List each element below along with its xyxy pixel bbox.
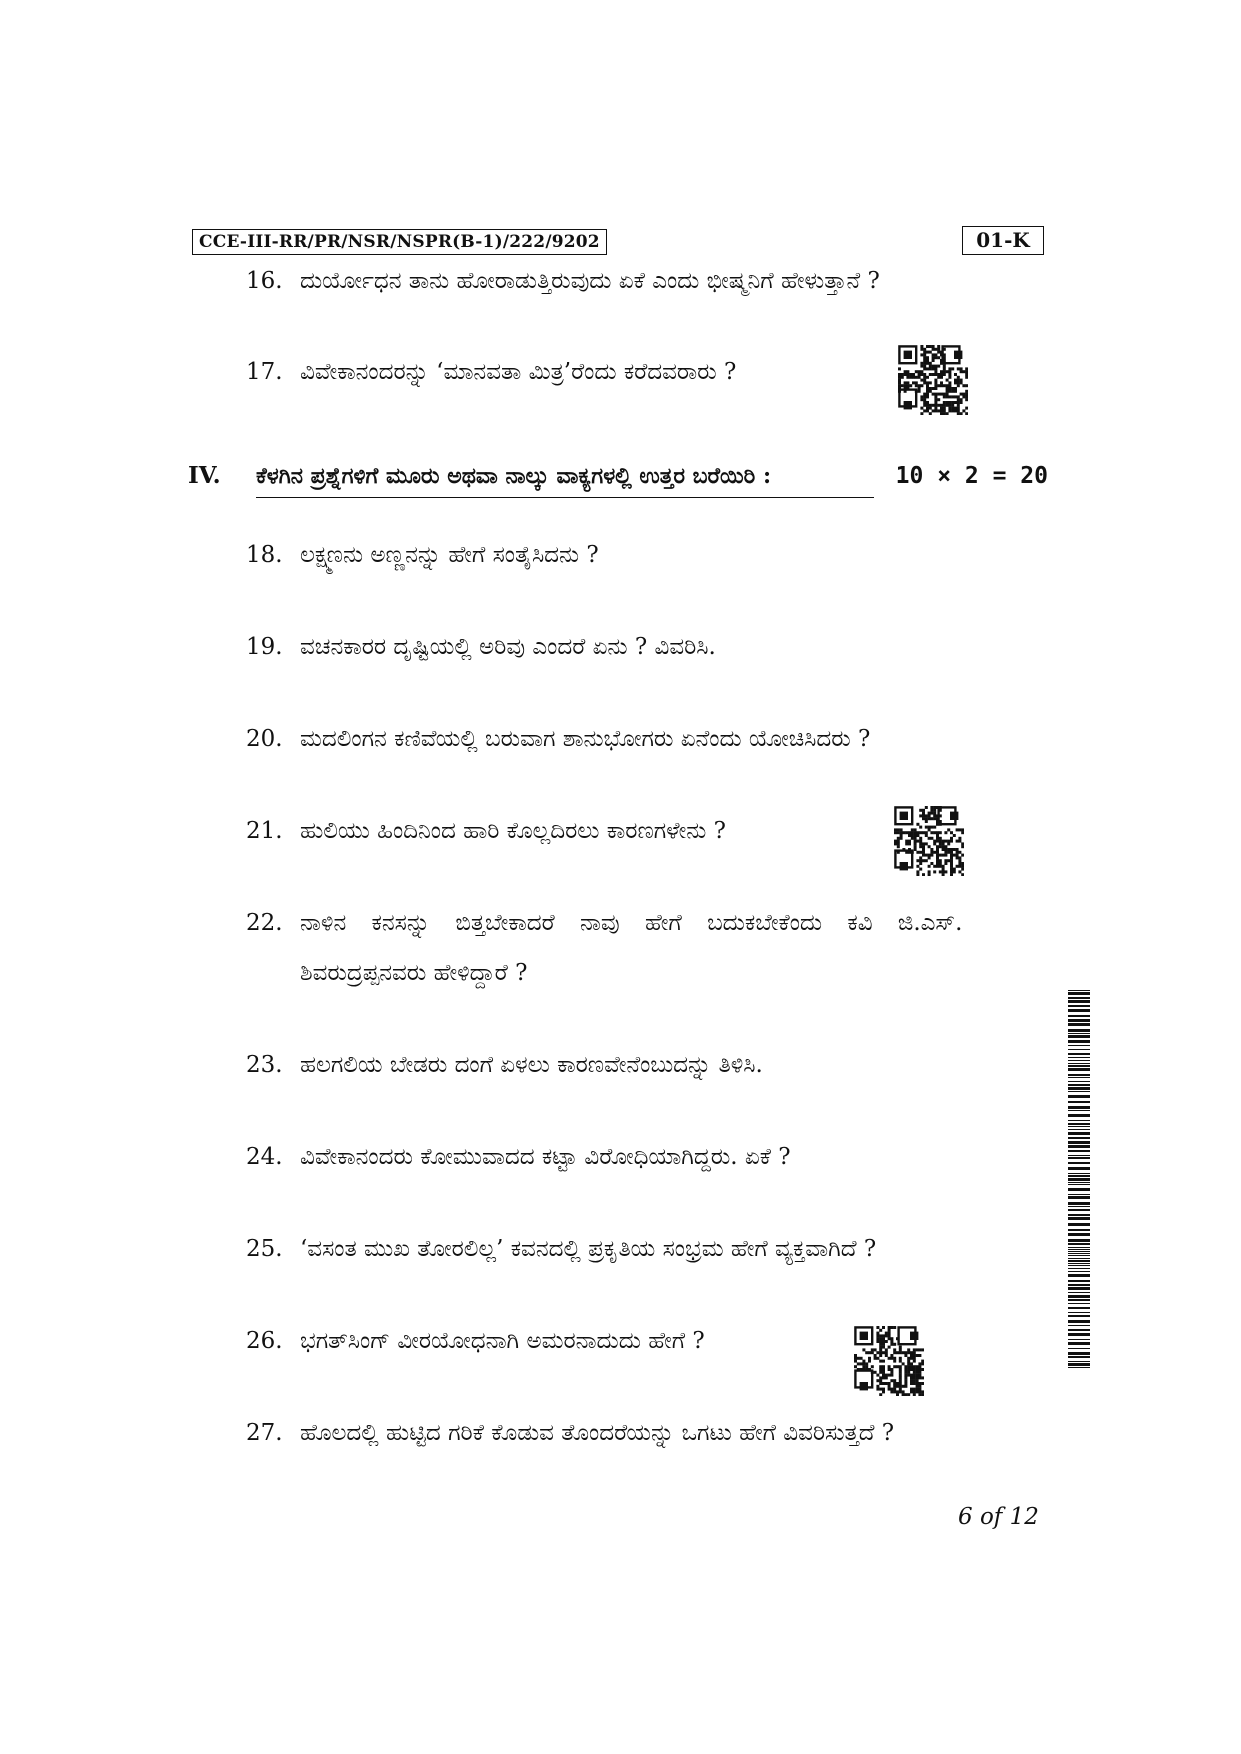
question-text: ಹಲಗಲಿಯ ಬೇಡರು ದಂಗೆ ಏಳಲು ಕಾರಣವೇನೆಂಬುದನ್ನು ತಿಳಿಸಿ.: [300, 1052, 763, 1078]
question-text-line2: ಶಿವರುದ್ರಪ್ಪನವರು ಹೇಳಿದ್ದಾರೆ ?: [300, 960, 528, 986]
question-number: 27.: [246, 1420, 283, 1446]
question-number: 20.: [246, 726, 283, 752]
question-text: ವಚನಕಾರರ ದೃಷ್ಟಿಯಲ್ಲಿ ಅರಿವು ಎಂದರೆ ಏನು ? ವಿವರಿಸಿ.: [300, 634, 716, 660]
section-marks: 10 × 2 = 20: [895, 463, 1048, 489]
question-number: 17.: [246, 359, 283, 385]
question-text: ಹೊಲದಲ್ಲಿ ಹುಟ್ಟಿದ ಗರಿಕೆ ಕೊಡುವ ತೊಂದರೆಯನ್ನು ಒಗಟು ಹೇಗೆ ವಿವರಿಸುತ್ತದೆ ?: [300, 1420, 895, 1446]
heading-underline: [256, 497, 874, 498]
qr-code: [854, 1326, 924, 1396]
question-text: ದುರ್ಯೋಧನ ತಾನು ಹೋರಾಡುತ್ತಿರುವುದು ಏಕೆ ಎಂದು ಭೀಷ್ಮನಿಗೆ ಹೇಳುತ್ತಾನೆ ?: [300, 268, 880, 294]
question-26: [246, 1324, 705, 1358]
question-27: [246, 1416, 894, 1450]
question-number: 18.: [246, 542, 283, 568]
question-22: [246, 906, 962, 940]
question-number: 23.: [246, 1052, 283, 1078]
question-text: ಲಕ್ಷ್ಮಣನು ಅಣ್ಣನನ್ನು ಹೇಗೆ ಸಂತೈಸಿದನು ?: [300, 542, 599, 568]
question-22-cont: [300, 956, 527, 990]
question-text: ‘ವಸಂತ ಮುಖ ತೋರಲಿಲ್ಲ’ ಕವನದಲ್ಲಿ ಪ್ರಕೃತಿಯ ಸಂಭ್ರಮ ಹೇಗೆ ವ್ಯಕ್ತವಾಗಿದೆ ?: [300, 1236, 877, 1262]
question-number: 25.: [246, 1236, 283, 1262]
question-text: ಭಗತ್‌ಸಿಂಗ್ ವೀರಯೋಧನಾಗಿ ಅಮರನಾದುದು ಹೇಗೆ ?: [300, 1328, 705, 1354]
question-text: ಹುಲಿಯು ಹಿಂದಿನಿಂದ ಹಾರಿ ಕೊಲ್ಲದಿರಲು ಕಾರಣಗಳೇನು ?: [300, 818, 726, 844]
question-21: [246, 814, 726, 848]
question-number: 21.: [246, 818, 283, 844]
section-heading: ಕೆಳಗಿನ ಪ್ರಶ್ನೆಗಳಿಗೆ ಮೂರು ಅಥವಾ ನಾಲ್ಕು ವಾಕ್ಯಗಳಲ್ಲಿ ಉತ್ತರ ಬರೆಯಿರಿ :: [256, 463, 772, 489]
question-16: [246, 264, 880, 298]
barcode: [1068, 990, 1090, 1368]
qr-code: [898, 345, 968, 415]
question-number: 22.: [246, 910, 283, 936]
question-24: [246, 1140, 791, 1174]
paper-code: CCE-III-RR/PR/NSR/NSPR(B-1)/222/9202: [192, 229, 607, 255]
question-17: [246, 355, 736, 389]
question-18: [246, 538, 599, 572]
question-number: 26.: [246, 1328, 283, 1354]
question-23: [246, 1048, 763, 1082]
page-number: 6 of 12: [958, 1504, 1039, 1530]
question-text: ಮದಲಿಂಗನ ಕಣಿವೆಯಲ್ಲಿ ಬರುವಾಗ ಶಾನುಭೋಗರು ಏನೆಂದು ಯೋಚಿಸಿದರು ?: [300, 726, 871, 752]
question-20: [246, 722, 870, 756]
qr-code: [894, 806, 964, 876]
section-number: IV.: [188, 462, 221, 489]
question-number: 19.: [246, 634, 283, 660]
question-25: [246, 1232, 876, 1266]
question-19: [246, 630, 716, 664]
question-number: 16.: [246, 268, 283, 294]
question-text-line1: ನಾಳಿನ ಕನಸನ್ನು ಬಿತ್ತಬೇಕಾದರೆ ನಾವು ಹೇಗೆ ಬದುಕಬೇಕೆಂದು ಕವಿ ಜಿ.ಎಸ್.: [300, 910, 963, 936]
version-code: 01-K: [962, 226, 1044, 255]
question-text: ವಿವೇಕಾನಂದರನ್ನು ‘ಮಾನವತಾ ಮಿತ್ರ’ರೆಂದು ಕರೆದವರಾರು ?: [300, 359, 737, 385]
question-number: 24.: [246, 1144, 283, 1170]
section-iv-header: [188, 458, 1048, 498]
question-text: ವಿವೇಕಾನಂದರು ಕೋಮುವಾದದ ಕಟ್ಟಾ ವಿರೋಧಿಯಾಗಿದ್ದರು. ಏಕೆ ?: [300, 1144, 791, 1170]
